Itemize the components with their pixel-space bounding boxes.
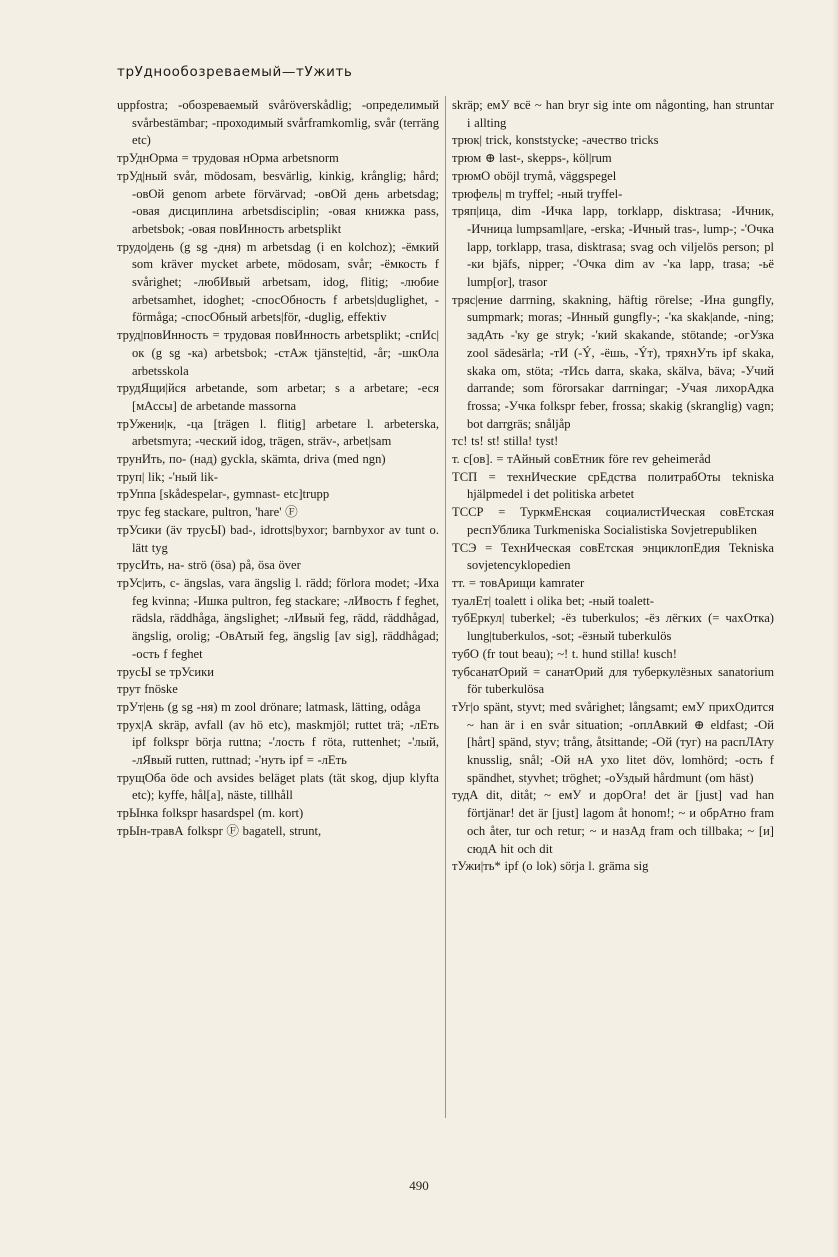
- dictionary-entry: трудЯщи|йся arbetande, som arbetar; s a arbetare; -еся [мАссы] de arbetande massorna: [117, 381, 439, 413]
- dictionary-entry: тудА dit, ditåt; ~ емУ и дорОга! det är [just] vad han förtjänar! det är [just] lagom åt honom!; ~ и обрАтно fram och åter, tur och retur; ~ и назАд fram och tillbaka; ~ [и] сюдА hit och dit: [452, 788, 774, 856]
- dictionary-entry: трюм ⊕ last-, skepps-, köl|rum: [452, 151, 612, 166]
- dictionary-entry: трюфель| m tryffel; -ный tryffel-: [452, 186, 623, 201]
- dictionary-entry: трунИть, по- (над) gyckla, skämta, driva (med ngn): [117, 452, 386, 467]
- dictionary-entry: трЫнка folkspr hasardspel (m. kort): [117, 806, 304, 821]
- dictionary-entry: трУс|ить, с- ängslas, vara ängslig l. rädd; förlora modet; -Иха feg kvinna; -Ишка pultron, feg stackare; -лИвость f feghet, rädsla, räddhåga, ängslighet; -лИвый feg, rädd, räddhågad, ängslig, orolig; -ОвАтый feg, ängslig [av sig], räddhågad; -ость f feghet: [117, 575, 439, 661]
- dictionary-entry: трущОба öde och avsides beläget plats (tät skog, djup klyfta etc); kyffe, hål[a], näste, tillhåll: [117, 770, 439, 803]
- page-number: 490: [409, 1178, 429, 1193]
- dictionary-entry: трУд|ный svår, mödosam, besvärlig, kinkig, krånglig; hård; -овОй genom arbete förvärvad; -овОй день arbetsdag; -овая дисциплина arbetsdisciplin; -овая книжка pass, arbetsbok; -овая повИнность arbetsplikt: [117, 168, 439, 236]
- dictionary-entry: тубО (fr tout beau); ~! t. hund stilla! kusch!: [452, 646, 677, 661]
- dictionary-entry: трюмО oböjl trymå, väggspegel: [452, 168, 617, 183]
- dictionary-entry: ТССР = ТуркмЕнская социалистИческая совЕтская респУблика Turkmeniska Socialistiska Sovjetrepubliken: [452, 505, 774, 537]
- dictionary-entry: тс! ts! st! stilla! tyst!: [452, 434, 559, 449]
- dictionary-entry: ТСЭ = ТехнИческая совЕтская энциклопЕдия Tekniska sovjetencyklopedien: [452, 540, 774, 573]
- dictionary-entry: трух|А skräp, avfall (av hö etc), maskmjöl; ruttet trä; -лЕть ipf folkspr börja ruttna; -'лость f röta, ruttenhet; -'лый, -лЯвый rutten, ruttnad; -'нуть ipf = -лЕть: [117, 717, 439, 768]
- dictionary-entry: трУжени|к, -ца [trägen l. flitig] arbetare l. arbeterska, arbetsmyra; -ческий idog, trägen, sträv-, arbet|sam: [117, 416, 439, 449]
- dictionary-entry: трусЫ se трУсики: [117, 664, 214, 679]
- dictionary-entry: трус feg stackare, pultron, 'hare' Ⓕ: [117, 505, 298, 520]
- dictionary-entry: трут fnöske: [117, 682, 178, 697]
- dictionary-entry: тУжи|ть* ipf (о lok) sörja l. gräma sig: [452, 859, 649, 874]
- dictionary-entry: трУсики (äv трусЫ) bad-, idrotts|byxor; barnbyxor av tunt o. lätt tyg: [117, 522, 439, 555]
- dictionary-entry: тубЕркул| tuberkel; -ёз tuberkulos; -ёз лёгких (= чахОтка) lung|tuberkulos, -sot; -ёзный tuberkulös: [452, 611, 774, 644]
- left-column: [117, 97, 439, 841]
- dictionary-entry: трудо|день (g sg -дня) m arbetsdag (i en kolchoz); -ёмкий som kräver mycket arbete, mödosam, svår; -ёмкость f svårighet; -любИвый arbetsam, idog, flitig; -любие arbetsamhet, idoghet; -спосОбность f arbets|duglighet, -förmåga; -спосОбный arbets|för, -duglig, effektiv: [117, 239, 439, 325]
- dictionary-entry: т. с[ов]. = тАйный совЕтник före rev geheimeråd: [452, 452, 711, 467]
- running-head: трУднообозреваемый—тУжить: [117, 64, 353, 80]
- dictionary-entry: тубсанатОрий = санатОрий для туберкулёзных sanatorium för tuberkulösa: [452, 664, 774, 697]
- dictionary-entry: skräp; емУ всё ~ han bryr sig inte om någonting, han struntar i allting: [452, 98, 774, 130]
- dictionary-entry: туалЕт| toalett i olika bet; -ный toalett-: [452, 593, 654, 608]
- dictionary-entry: трУппа [skådespelar-, gymnast- etc]trupp: [117, 487, 330, 502]
- dictionary-entry: трУднОрма = трудовая нОрма arbetsnorm: [117, 151, 339, 166]
- dictionary-entry: трЫн-травА folkspr Ⓕ bagatell, strunt,: [117, 823, 322, 838]
- column-divider: [445, 96, 446, 1118]
- dictionary-entry: uppfostra; -обозреваемый svåröverskådlig; -определимый svårbestämbar; -проходимый svårframkomlig, svår (terräng etc): [117, 98, 439, 148]
- dictionary-entry: трусИть, на- strö (ösa) på, ösa över: [117, 558, 301, 573]
- dictionary-entry: трюк| trick, konststycke; -ачество tricks: [452, 133, 659, 148]
- dictionary-entry: ТСП = технИческие срЕдства политрабОты tekniska hjälpmedel i det politiska arbetet: [452, 469, 774, 502]
- dictionary-entry: труд|повИнность = трудовая повИнность arbetsplikt; -спИс|ок (g sg -ка) arbetsbok; -стАж tjänste|tid, -år; -шкОла arbetsskola: [117, 328, 439, 378]
- dictionary-entry: тУг|о spänt, styvt; med svårighet; långsamt; емУ прихОдится ~ han är i en svår situation; -оплАвкий ⊕ eldfast; -Ой [hårt] spänd, styv; trång, åtsittande; -Ой (туг) на распЛАту knusslig, snål; -Ой нА ухо litet döv, lomhörd; -ость f spändhet, styvhet; tröghet; -оУздый hårdmunt (om häst): [452, 699, 774, 785]
- dictionary-entry: тряп|ица, dim -Ичка lapp, torklapp, disktrasa; -Ичник, -Ичница lumpsaml|are, -erska; -Ичный tras-, lump-; -'Очка lapp, torklapp, trasa, disktrasa; svag och viljelös person; pl -ки bjäfs, nipper; -'Очка dim av -'ка lapp, trasa; -ьё lump[or], trasor: [452, 204, 774, 290]
- dictionary-entry: тряс|ение darrning, skakning, häftig rörelse; -Ина gungfly, sumpmark; moras; -Инный gungfly-; -'ка skak|ande, -ning; задАть -'ку ge stryk; -'кий skakande, stötande; -огУзка zool sädesärla; -тИ (-Ý, -ёшь, -Ýт), тряхнУть ipf skaka, skaka om, stöta; -тИсь darra, skaka, skälva, bäva; -Учий darrande; som förorsakar darrningar; -Учая лихорАдка frossa; -Учка folkspr feber, frossa; skakig (skranglig) vagn; bot darrgräs; snåljåp: [452, 292, 774, 431]
- right-column: [452, 97, 774, 876]
- dictionary-entry: тт. = товАрищи kamrater: [452, 575, 585, 590]
- dictionary-entry: трУт|ень (g sg -ня) m zool drönare; latmask, lätting, odåga: [117, 699, 421, 714]
- dictionary-entry: труп| lik; -'ный lik-: [117, 469, 218, 484]
